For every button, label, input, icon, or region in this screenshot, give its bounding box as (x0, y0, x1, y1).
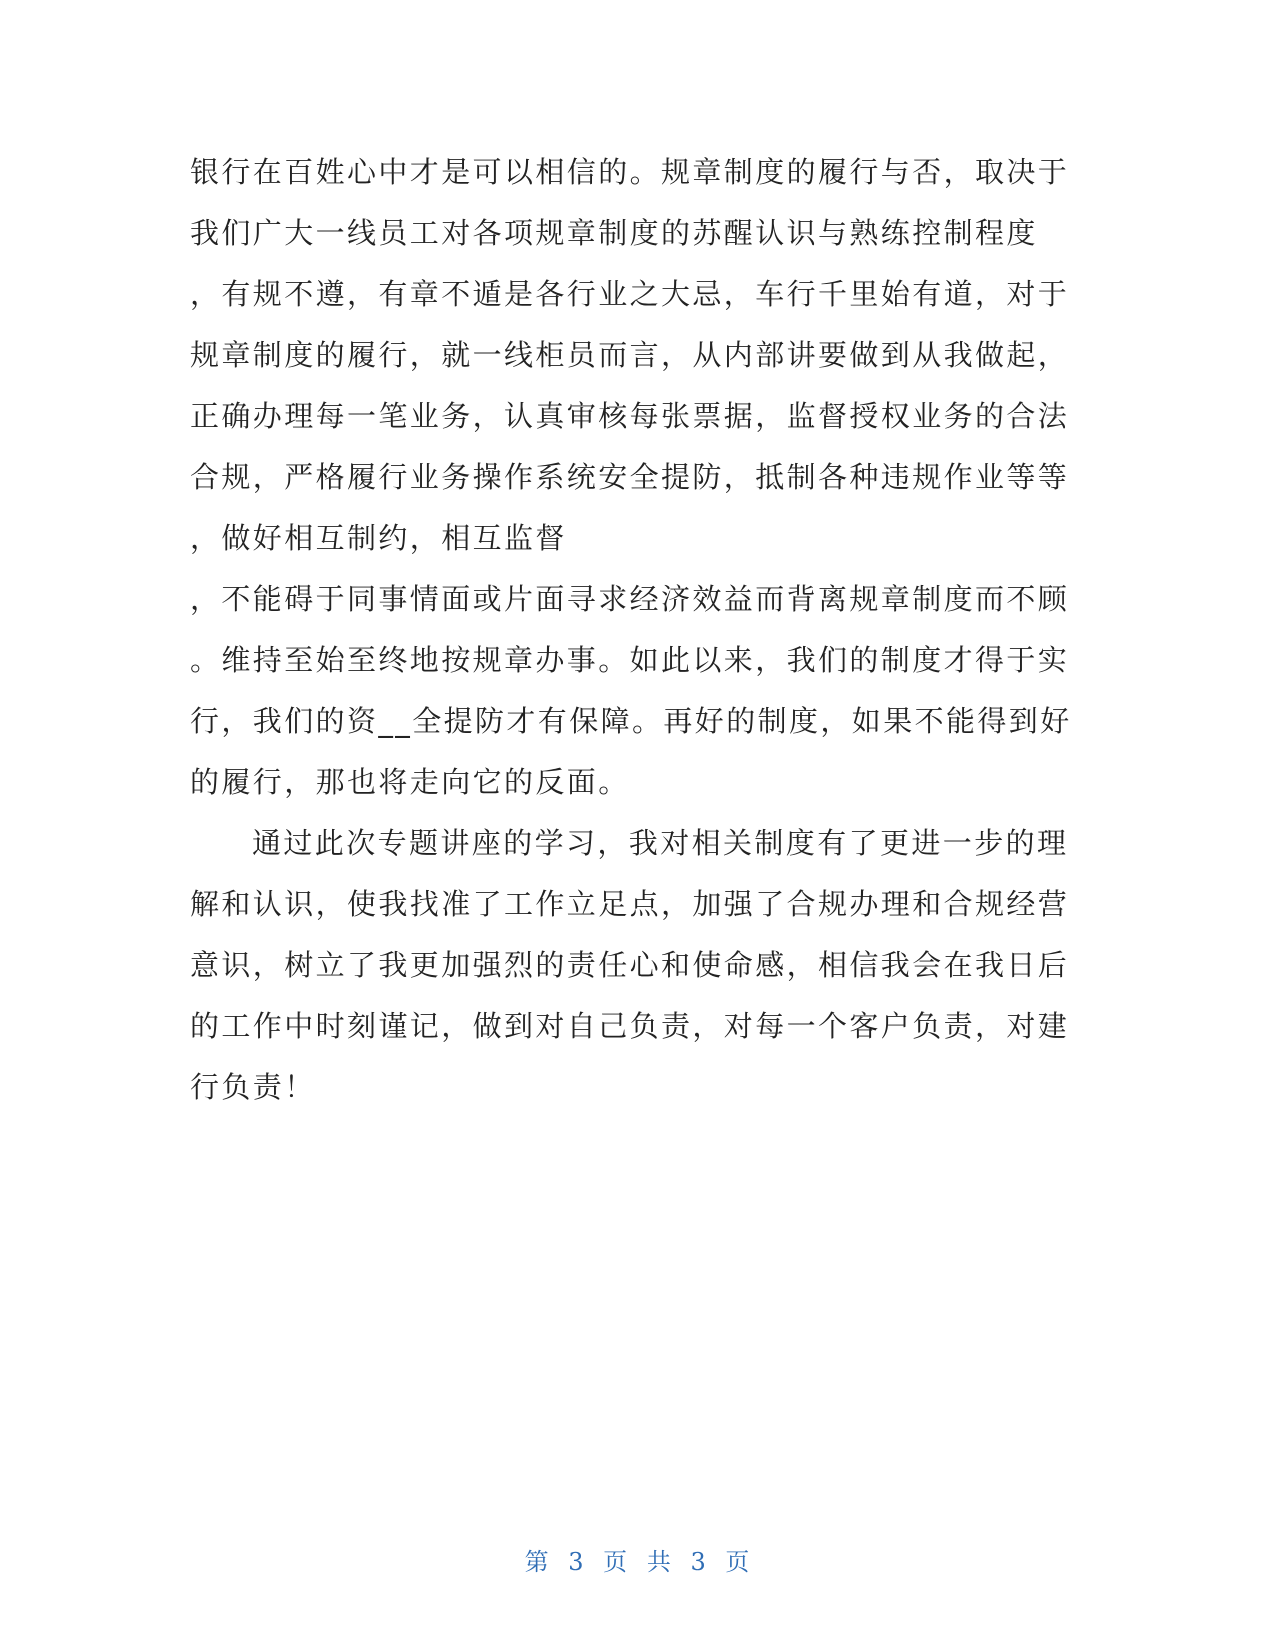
page-footer (0, 1542, 1275, 1577)
text-line: 合规，严格履行业务操作系统安全提防，抵制各种违规作业等等 (190, 460, 1070, 494)
text-line: 解和认识，使我找准了工作立足点，加强了合规办理和合规经营 (190, 887, 1070, 921)
text-line: 行负责！ (190, 1070, 316, 1104)
page-label: 第 (524, 1548, 550, 1576)
text-line: 正确办理每一笔业务，认真审核每张票据，监督授权业务的合法 (190, 399, 1070, 433)
document-body (190, 142, 1070, 1118)
text-line: 意识，树立了我更加强烈的责任心和使命感，相信我会在我日后 (190, 948, 1070, 982)
page-number: 3 (568, 1548, 585, 1576)
text-line: 的工作中时刻谨记，做到对自己负责，对每一个客户负责，对建 (190, 1009, 1070, 1043)
total-label: 共 (646, 1548, 672, 1576)
paragraph-start-line: 通过此次专题讲座的学习，我对相关制度有了更进一步的理 (252, 826, 1069, 860)
total-unit: 页 (725, 1548, 751, 1576)
text-line: 的履行，那也将走向它的反面。 (190, 765, 630, 799)
text-line: ，有规不遵，有章不遁是各行业之大忌，车行千里始有道，对于 (190, 277, 1070, 311)
page-unit: 页 (603, 1548, 629, 1576)
text-line: 行，我们的资__全提防才有保障。再好的制度，如果不能得到好 (190, 704, 1072, 738)
total-pages: 3 (690, 1548, 707, 1576)
text-line: 我们广大一线员工对各项规章制度的苏醒认识与熟练控制程度 (190, 216, 1038, 250)
text-line: 规章制度的履行，就一线柜员而言，从内部讲要做到从我做起， (190, 338, 1070, 372)
text-line: 。维持至始至终地按规章办事。如此以来，我们的制度才得于实 (190, 643, 1070, 677)
text-line: 银行在百姓心中才是可以相信的。规章制度的履行与否，取决于 (190, 155, 1070, 189)
text-line: ，不能碍于同事情面或片面寻求经济效益而背离规章制度而不顾 (190, 582, 1070, 616)
text-line: ，做好相互制约，相互监督 (190, 521, 567, 555)
